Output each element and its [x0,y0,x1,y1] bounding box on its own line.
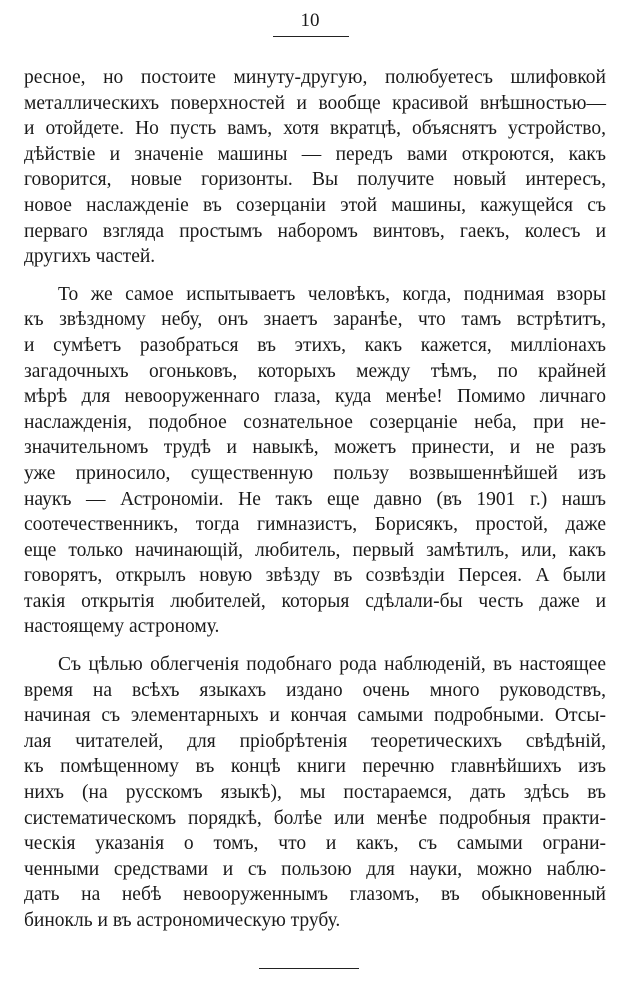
text-line: мѣрѣ для невооруженнаго глаза, куда менѣе! Помимо личнаго [24,386,606,408]
text-line: соотечественникъ, тогда гимназистъ, Борисякъ, простой, даже [24,514,606,536]
text-line: систематическомъ порядкѣ, болѣе или менѣе подробныя практи- [24,807,606,829]
text-line: наукъ — Астрономіи. Не такъ еще давно (въ 1901 г.) нашъ [24,488,606,510]
text-line: ресное, но постоите минуту-другую, полюбуетесъ шлифовкой [24,67,606,88]
text-line: начиная съ элементарныхъ и кончая самыми подробными. Отсы- [24,705,606,727]
text-line: уже приносило, существенную пользу возвышеннѣйшей изъ [24,462,606,484]
text-line: и отойдете. Но пусть вамъ, хотя вкратцѣ, объяснятъ устройство, [24,118,606,140]
text-line: То же самое испытываетъ человѣкъ, когда, поднимая взоры [58,283,606,305]
text-line: и сумѣетъ разобраться въ этихъ, какъ кажется, милліонахъ [24,334,606,356]
text-line: говорится, новые горизонты. Вы получите новый интересъ, [24,169,606,191]
text-line: ческія указанія о томъ, что и какъ, съ самыми ограни- [24,833,606,855]
text-line: ченными средствами и съ пользою для науки, можно наблю- [24,858,606,880]
text-line: такія открытія любителей, которыя сдѣлали-бы честь даже и [24,590,606,612]
text-line: дать на небѣ невооруженнымъ глазомъ, въ обыкновенный [24,884,606,906]
text-line: нихъ (на русскомъ языкѣ), мы постараемся, дать здѣсь въ [24,782,606,804]
text-line: настоящему астроному. [24,616,220,638]
text-line: значительномъ трудѣ и навыкѣ, можетъ принести, и не разъ [24,437,606,459]
text-line: Съ цѣлью облегченія подобнаго рода наблюденій, въ настоящее [58,654,606,676]
text-line: время на всѣхъ языкахъ издано очень много руководствъ, [24,679,606,701]
paragraph-3 [24,652,606,934]
text-line: новое наслажденіе въ созерцаніи этой машины, кажущейся съ [24,194,606,216]
text-line: говорятъ, открылъ новую звѣзду въ созвѣздіи Персея. А были [24,565,606,587]
text-line: перваго взгляда простымъ наборомъ винтовъ, гаекъ, колесъ и [24,220,606,242]
paragraph-1 [24,65,606,270]
text-line: къ звѣздному небу, онъ знаетъ заранѣе, что тамъ встрѣтитъ, [24,309,606,331]
text-line: загадочныхъ огоньковъ, которыхъ между тѣмъ, по крайней [24,360,606,382]
text-line: другихъ частей. [24,246,156,268]
header-rule [273,36,349,37]
text-line: металлическихъ поверхностей и вообще красивой внѣшностью— [24,92,606,114]
body-text [24,65,606,934]
footer-rule [259,968,359,969]
text-line: лая читателей, для пріобрѣтенія теоретическихъ свѣдѣній, [24,730,606,752]
text-line: къ помѣщенному въ концѣ книги перечню главнѣйшихъ изъ [24,756,606,778]
text-line: наслажденія, подобное сознательное созерцаніе неба, при не- [24,411,606,433]
text-line: еще только начинающій, любитель, первый замѣтилъ, или, какъ [24,539,606,561]
page-number: 10 [300,10,320,31]
paragraph-2 [24,282,606,640]
text-line: дѣйствіе и значеніе машины — передъ вами откроются, какъ [24,143,606,165]
text-line: бинокль и въ астрономическую трубу. [24,910,341,931]
